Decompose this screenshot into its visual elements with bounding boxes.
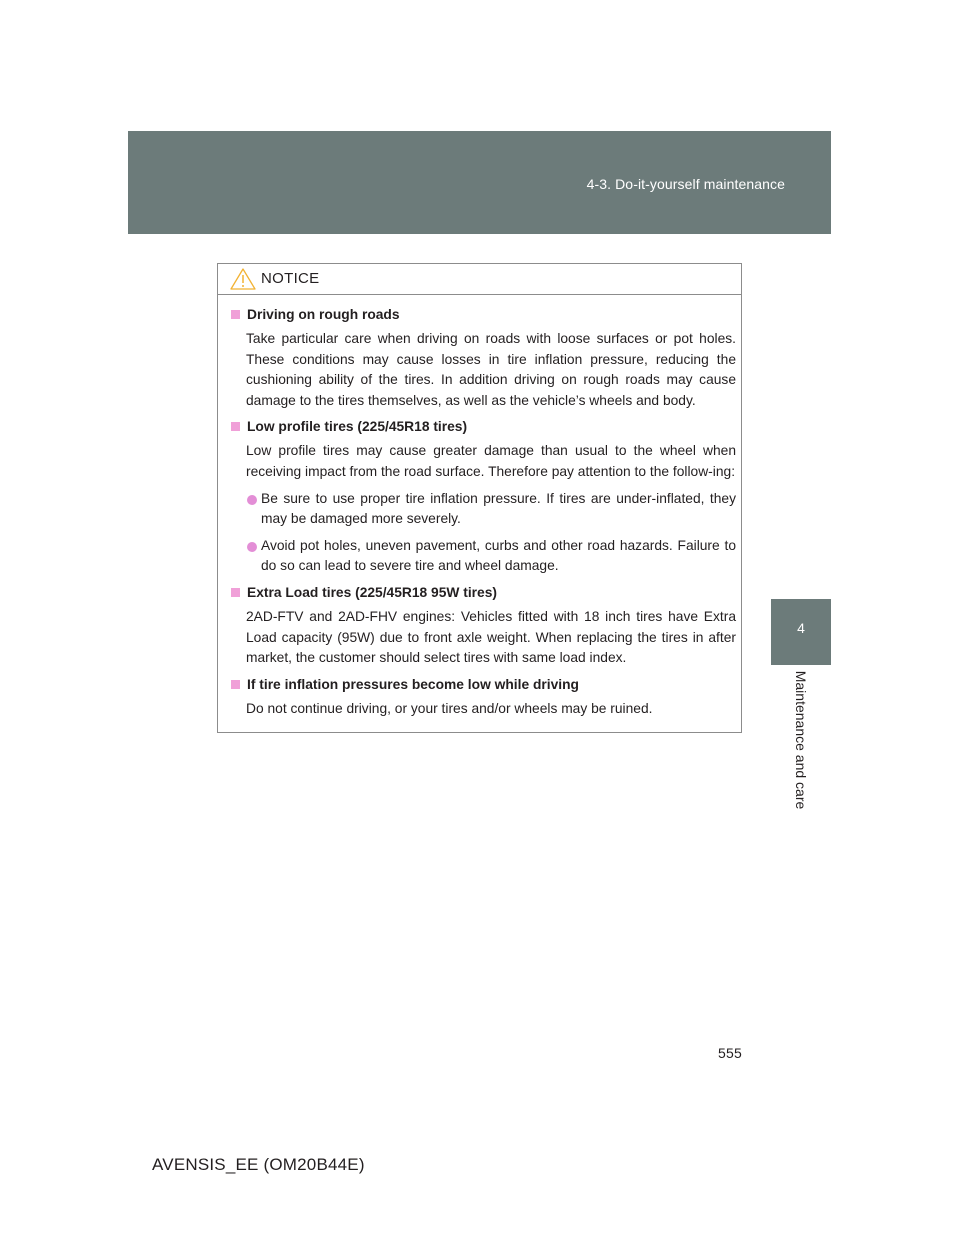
page-number: 555 bbox=[718, 1045, 742, 1061]
notice-body bbox=[218, 295, 741, 719]
footer-model-code: AVENSIS_EE (OM20B44E) bbox=[152, 1155, 365, 1174]
header-band bbox=[128, 131, 831, 234]
chapter-label: Maintenance and care bbox=[793, 670, 809, 810]
item-heading-rough-roads: Driving on rough roads bbox=[231, 305, 736, 325]
item-heading-low-profile: Low profile tires (225/45R18 tires) bbox=[231, 417, 736, 437]
round-bullet-icon bbox=[247, 495, 257, 505]
notice-box bbox=[217, 263, 742, 733]
item-text-low-profile: Low profile tires may cause greater damage than usual to the wheel when receiving impact from the road surface. Therefore pay attention to the follow-ing: bbox=[246, 443, 736, 479]
item-heading-low-pressure: If tire inflation pressures become low while driving bbox=[231, 675, 736, 695]
item-text-low-pressure: Do not continue driving, or your tires and/or wheels may be ruined. bbox=[246, 700, 653, 716]
item-text-rough-roads: Take particular care when driving on roads with loose surfaces or pot holes. These conditions may cause losses in tire inflation pressure, reducing the cushioning ability of the tires. In addition driving on rough roads may cause damage to the tires themselves, as well as the vehicle’s wheels and body. bbox=[246, 331, 736, 408]
warning-triangle-icon bbox=[230, 268, 256, 290]
notice-title: NOTICE bbox=[261, 270, 320, 287]
section-title: 4-3. Do-it-yourself maintenance bbox=[586, 176, 785, 192]
square-bullet-icon bbox=[231, 422, 240, 431]
chapter-number: 4 bbox=[797, 620, 805, 636]
sub-item-inflation: Be sure to use proper tire inflation pressure. If tires are under-inflated, they may be damaged more severely. bbox=[231, 489, 736, 530]
square-bullet-icon bbox=[231, 588, 240, 597]
item-heading-extra-load: Extra Load tires (225/45R18 95W tires) bbox=[231, 583, 736, 603]
notice-header bbox=[218, 264, 741, 295]
sub-item-hazards: Avoid pot holes, uneven pavement, curbs and other road hazards. Failure to do so can lead to severe tire and wheel damage. bbox=[231, 536, 736, 577]
square-bullet-icon bbox=[231, 310, 240, 319]
round-bullet-icon bbox=[247, 542, 257, 552]
chapter-tab bbox=[771, 599, 831, 665]
square-bullet-icon bbox=[231, 680, 240, 689]
item-text-extra-load: 2AD-FTV and 2AD-FHV engines: Vehicles fitted with 18 inch tires have Extra Load capacity (95W) due to front axle weight. When replacing the tires in after market, the customer should select tires with same load index. bbox=[246, 608, 736, 666]
